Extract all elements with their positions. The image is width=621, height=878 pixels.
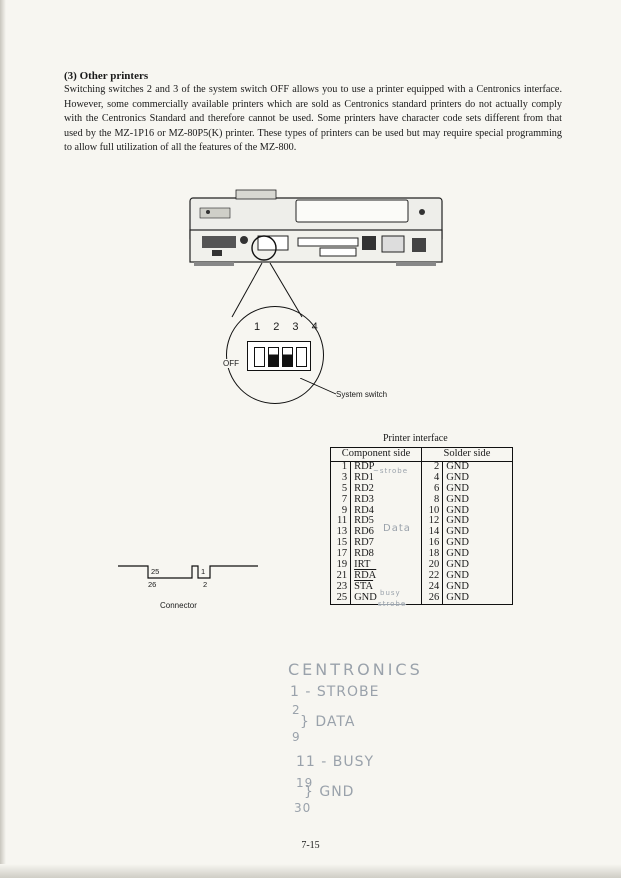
solder-pin-number: 16	[422, 538, 443, 549]
component-signal: RD1	[351, 473, 422, 484]
pin-row	[331, 495, 513, 506]
component-signal: RD4	[351, 506, 422, 517]
connector-outline	[118, 558, 258, 588]
handwritten-line-3: } DATA	[300, 714, 356, 730]
connector-pin-26: 26	[148, 580, 157, 589]
switch-number-2: 2	[273, 321, 285, 333]
component-signal: RD7	[351, 538, 422, 549]
page-bottom-shadow	[0, 864, 621, 878]
dip-toggle-2	[268, 347, 279, 367]
dip-toggle-1	[254, 347, 265, 367]
component-signal: $\overline{STA}$	[351, 582, 422, 593]
solder-pin-number: 20	[422, 560, 443, 571]
component-signal: GND	[351, 593, 422, 604]
solder-signal: GND	[446, 569, 469, 581]
dip-toggle-3	[282, 347, 293, 367]
solder-pin-number: 14	[422, 527, 443, 538]
solder-signal: GND	[446, 526, 469, 538]
pin-row	[331, 484, 513, 495]
dip-toggle-4	[296, 347, 307, 367]
solder-signal: GND	[446, 460, 469, 472]
component-pin-number: 5	[331, 484, 351, 495]
section-heading: (3) Other printers	[64, 70, 149, 82]
component-pin-number: 3	[331, 473, 351, 484]
solder-signal: GND	[446, 471, 469, 483]
connector-pin-2: 2	[203, 580, 208, 589]
solder-side-header: Solder side	[422, 448, 513, 462]
handwritten-line-7: } GND	[304, 784, 355, 800]
solder-signal: GND	[446, 493, 469, 505]
component-pin-number: 1	[331, 461, 351, 472]
solder-signal: GND	[446, 580, 469, 592]
component-signal: RDP	[351, 461, 422, 472]
handwritten-margin-data: Data	[383, 523, 411, 534]
solder-pin-number: 22	[422, 571, 443, 582]
component-pin-number: 23	[331, 582, 351, 593]
pin-row	[331, 593, 513, 604]
component-pin-number: 13	[331, 527, 351, 538]
component-pin-number: 7	[331, 495, 351, 506]
connector-pin-1: 1	[201, 567, 206, 576]
connector-caption: Connector	[160, 601, 197, 610]
switch-off-label: OFF	[223, 359, 239, 368]
component-signal: $\overline{RDA}$	[351, 571, 422, 582]
switch-caption-leader	[300, 378, 340, 398]
component-pin-number: 17	[331, 549, 351, 560]
solder-pin-number: 18	[422, 549, 443, 560]
system-switch-caption: System switch	[336, 390, 388, 399]
solder-signal: GND	[446, 591, 469, 603]
solder-signal: GND	[446, 537, 469, 549]
connector-pin-25: 25	[151, 567, 160, 576]
solder-pin-number: 10	[422, 506, 443, 517]
handwritten-line-2: 2	[292, 703, 301, 717]
solder-signal: GND	[446, 504, 469, 516]
component-signal: RD3	[351, 495, 422, 506]
solder-pin-number: 4	[422, 473, 443, 484]
page-number: 7-15	[301, 840, 320, 851]
printer-interface-table	[330, 447, 513, 605]
component-pin-number: 21	[331, 571, 351, 582]
component-pin-number: 11	[331, 516, 351, 527]
switch-number-1: 1	[254, 321, 266, 333]
body-paragraph: Switching switches 2 and 3 of the system switch OFF allows you to use a printer equipped with a Centronics interface. However, some commercially available printers which are sold as Centronics standard printers do not actually comply with the Centronics Standard and therefore cannot be used. Some printers have character code sets different from that used by the MZ-1P16 or MZ-80P5(K) printer. These types of printers can be used but may require special programming to allow full utilization of all the features of the MZ-800.	[64, 84, 562, 154]
component-signal: RD2	[351, 484, 422, 495]
handwritten-line-4: 9	[292, 730, 301, 744]
component-signal: IRT	[351, 560, 422, 571]
handwritten-title: CENTRONICS	[288, 660, 423, 679]
solder-pin-number: 8	[422, 495, 443, 506]
component-signal: RD5	[351, 516, 422, 527]
switch-number-3: 3	[292, 321, 304, 333]
component-signal: RD8	[351, 549, 422, 560]
component-pin-number: 19	[331, 560, 351, 571]
handwritten-margin-busy: busy	[380, 589, 401, 597]
solder-signal: GND	[446, 548, 469, 560]
dip-switch-body	[247, 341, 311, 371]
solder-signal: GND	[446, 482, 469, 494]
component-pin-number: 15	[331, 538, 351, 549]
solder-pin-number: 2	[422, 461, 443, 472]
solder-pin-number: 26	[422, 593, 443, 604]
component-signal: RD6	[351, 527, 422, 538]
handwritten-line-5: 11 - BUSY	[296, 754, 375, 770]
handwritten-line-8: 30	[294, 801, 312, 815]
component-side-header: Component side	[331, 448, 422, 462]
switch-number-4: 4	[311, 321, 323, 333]
solder-signal: GND	[446, 559, 469, 571]
solder-pin-number: 12	[422, 516, 443, 527]
page-edge-shadow	[0, 0, 6, 878]
solder-pin-number: 24	[422, 582, 443, 593]
solder-signal: GND	[446, 515, 469, 527]
solder-pin-number: 6	[422, 484, 443, 495]
component-pin-number: 9	[331, 506, 351, 517]
printer-interface-title: Printer interface	[383, 433, 448, 444]
handwritten-margin-strobe: ~strobe	[373, 467, 409, 475]
handwritten-line-6: 19	[296, 776, 314, 790]
handwritten-line-1: 1 - STROBE	[290, 684, 380, 700]
component-pin-number: 25	[331, 593, 351, 604]
handwritten-margin-strobe-2: strobe	[378, 600, 407, 608]
